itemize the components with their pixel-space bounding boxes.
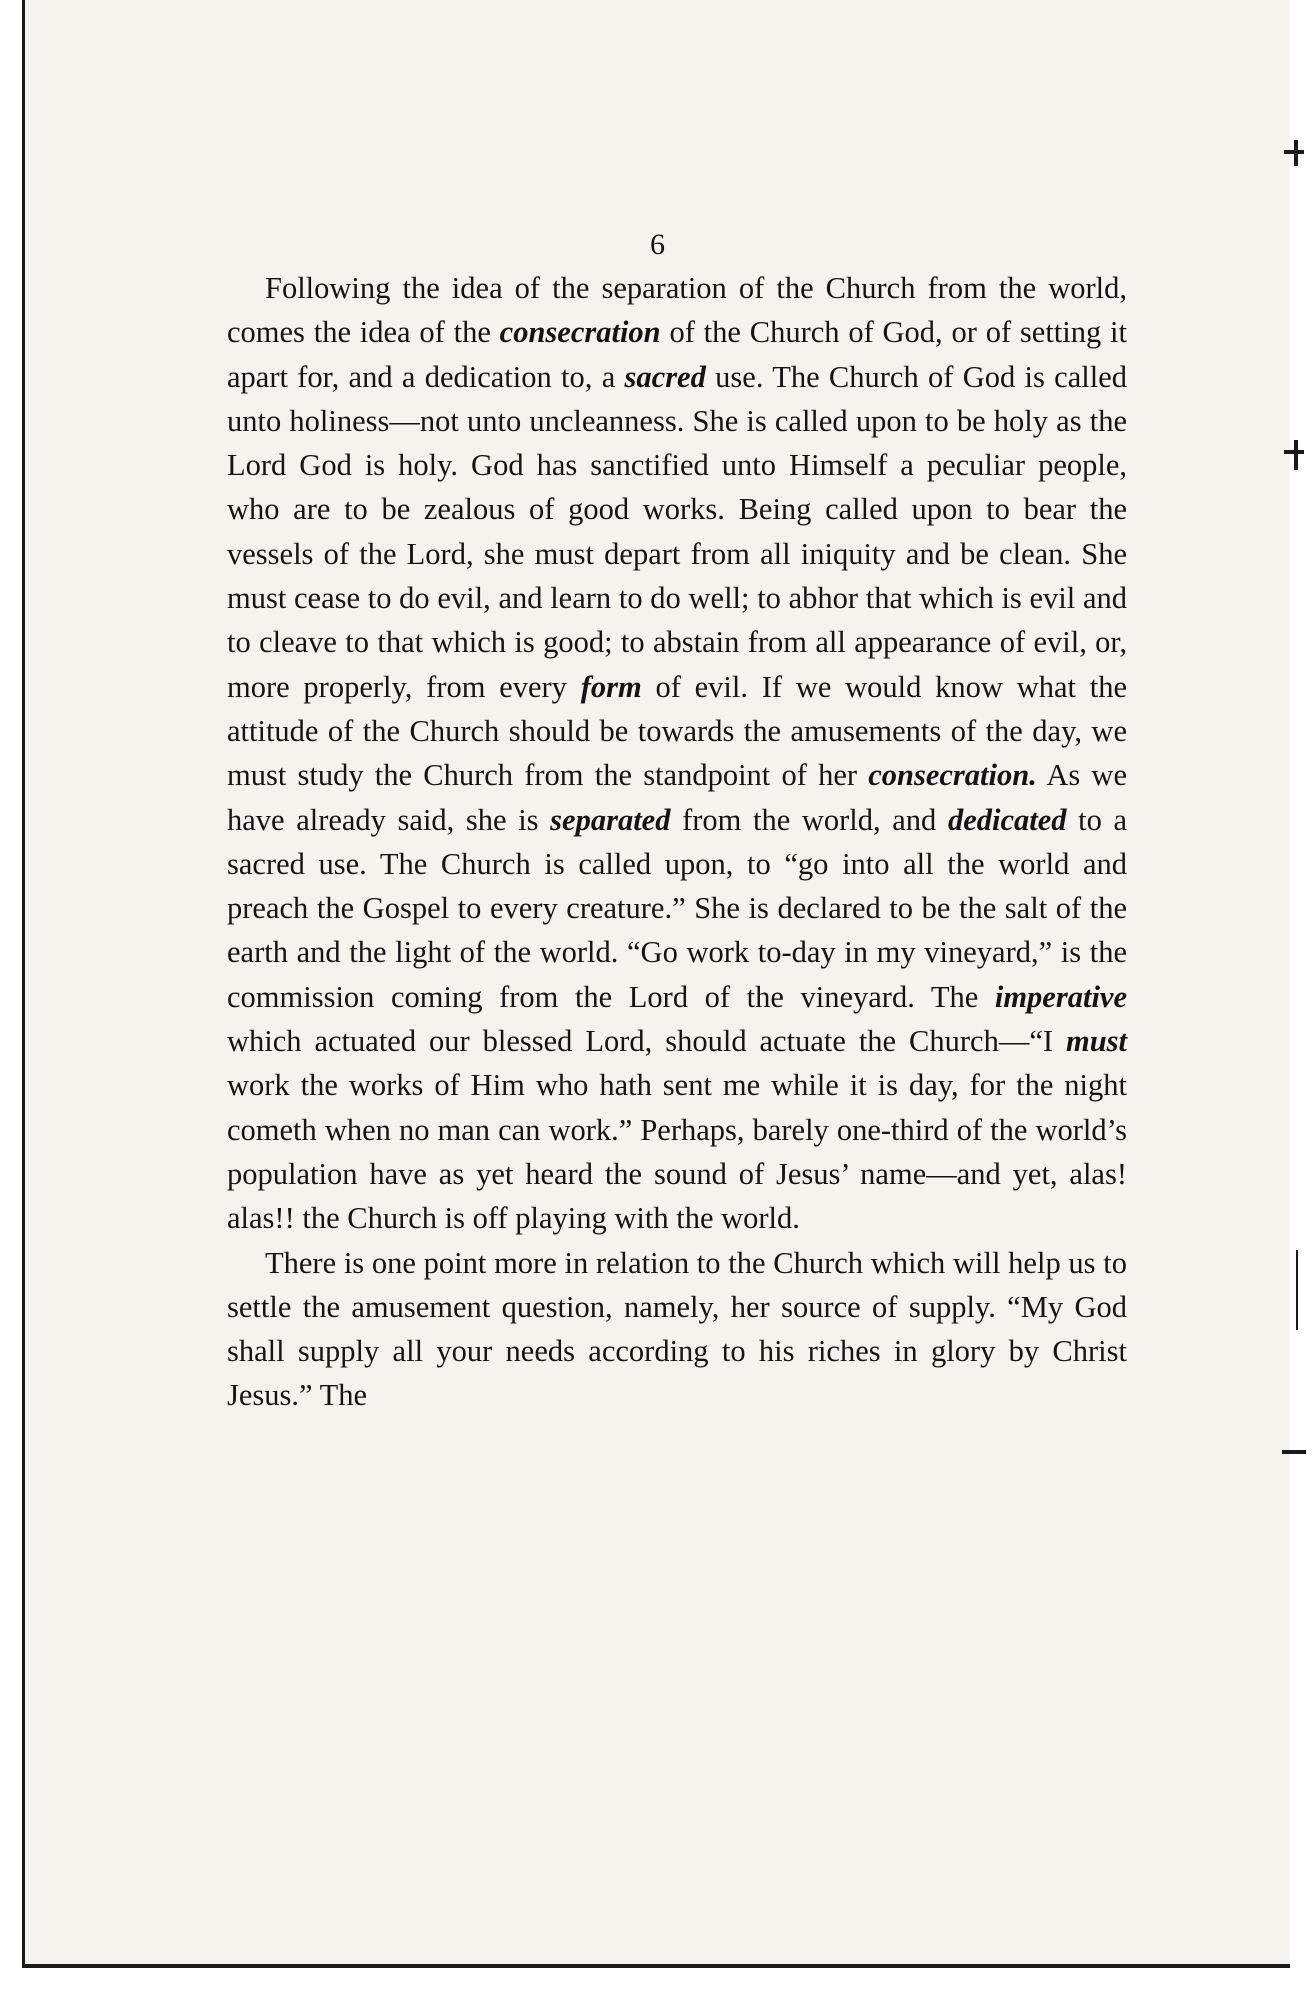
text-run: which actuated our blessed Lord, should actuate the Church—“I: [227, 1024, 1066, 1059]
italic-phrase: sacred: [624, 359, 706, 394]
italic-phrase: consecration.: [868, 758, 1037, 793]
text-run: from the world, and: [670, 802, 948, 837]
italic-phrase: form: [580, 669, 642, 704]
italic-phrase: must: [1065, 1024, 1127, 1059]
italic-phrase: imperative: [994, 979, 1127, 1014]
text-run: use. The Church of God is called unto holiness—not unto uncleanness. She is called upon to be holy as the Lord God is holy. God has sanctified unto Himself a peculiar people, who are to be zealous of good works. Being called upon to bear the vessels of the Lord, she must depart from all iniquity and be clean. She must cease to do evil, and learn to do well; to abhor that which is evil and to cleave to that which is good; to abstain from all appearance of evil, or, more properly, from every: [227, 359, 1127, 704]
text-run: to a sacred use. The Church is called upon, to “go into all the world and preach the Gospel to every creature.” She is declared to be the salt of the earth and the light of the world. “Go work to-day in my vineyard,” is the commission coming from the Lord of the vineyard. The: [227, 802, 1127, 1014]
text-run: of evil. If we would know what the attitude of the Church should be towards the amusements of the day, we must study the Church from the standpoint of her: [227, 669, 1128, 793]
paragraph: [227, 1241, 1127, 1418]
text-run: work the works of Him who hath sent me while it is day, for the night cometh when no man can work.” Perhaps, barely one-third of the world’s population have as yet heard the sound of Jesus’ name—and yet, alas! alas!! the Church is off playing with the world.: [227, 1068, 1127, 1236]
text-run: of the Church of God, or of setting it apart for, and a dedication to, a: [227, 315, 1127, 394]
italic-phrase: dedicated: [947, 802, 1067, 837]
text-run: As we have already said, she is: [227, 758, 1127, 837]
scan-margin-marks: [1272, 0, 1312, 2000]
scanned-page: [22, 0, 1290, 1968]
italic-phrase: consecration: [499, 315, 661, 350]
text-run: Following the idea of the separation of the Church from the world, comes the idea of the: [227, 271, 1127, 350]
body-text: [227, 266, 1127, 1418]
paragraph: [227, 266, 1127, 1241]
italic-phrase: separated: [550, 802, 671, 837]
text-run: There is one point more in relation to the Church which will help us to settle the amusement question, namely, her source of supply. “My God shall supply all your needs according to his riches in glory by Christ Jesus.” The: [227, 1245, 1127, 1413]
page-number: 6: [650, 228, 665, 261]
